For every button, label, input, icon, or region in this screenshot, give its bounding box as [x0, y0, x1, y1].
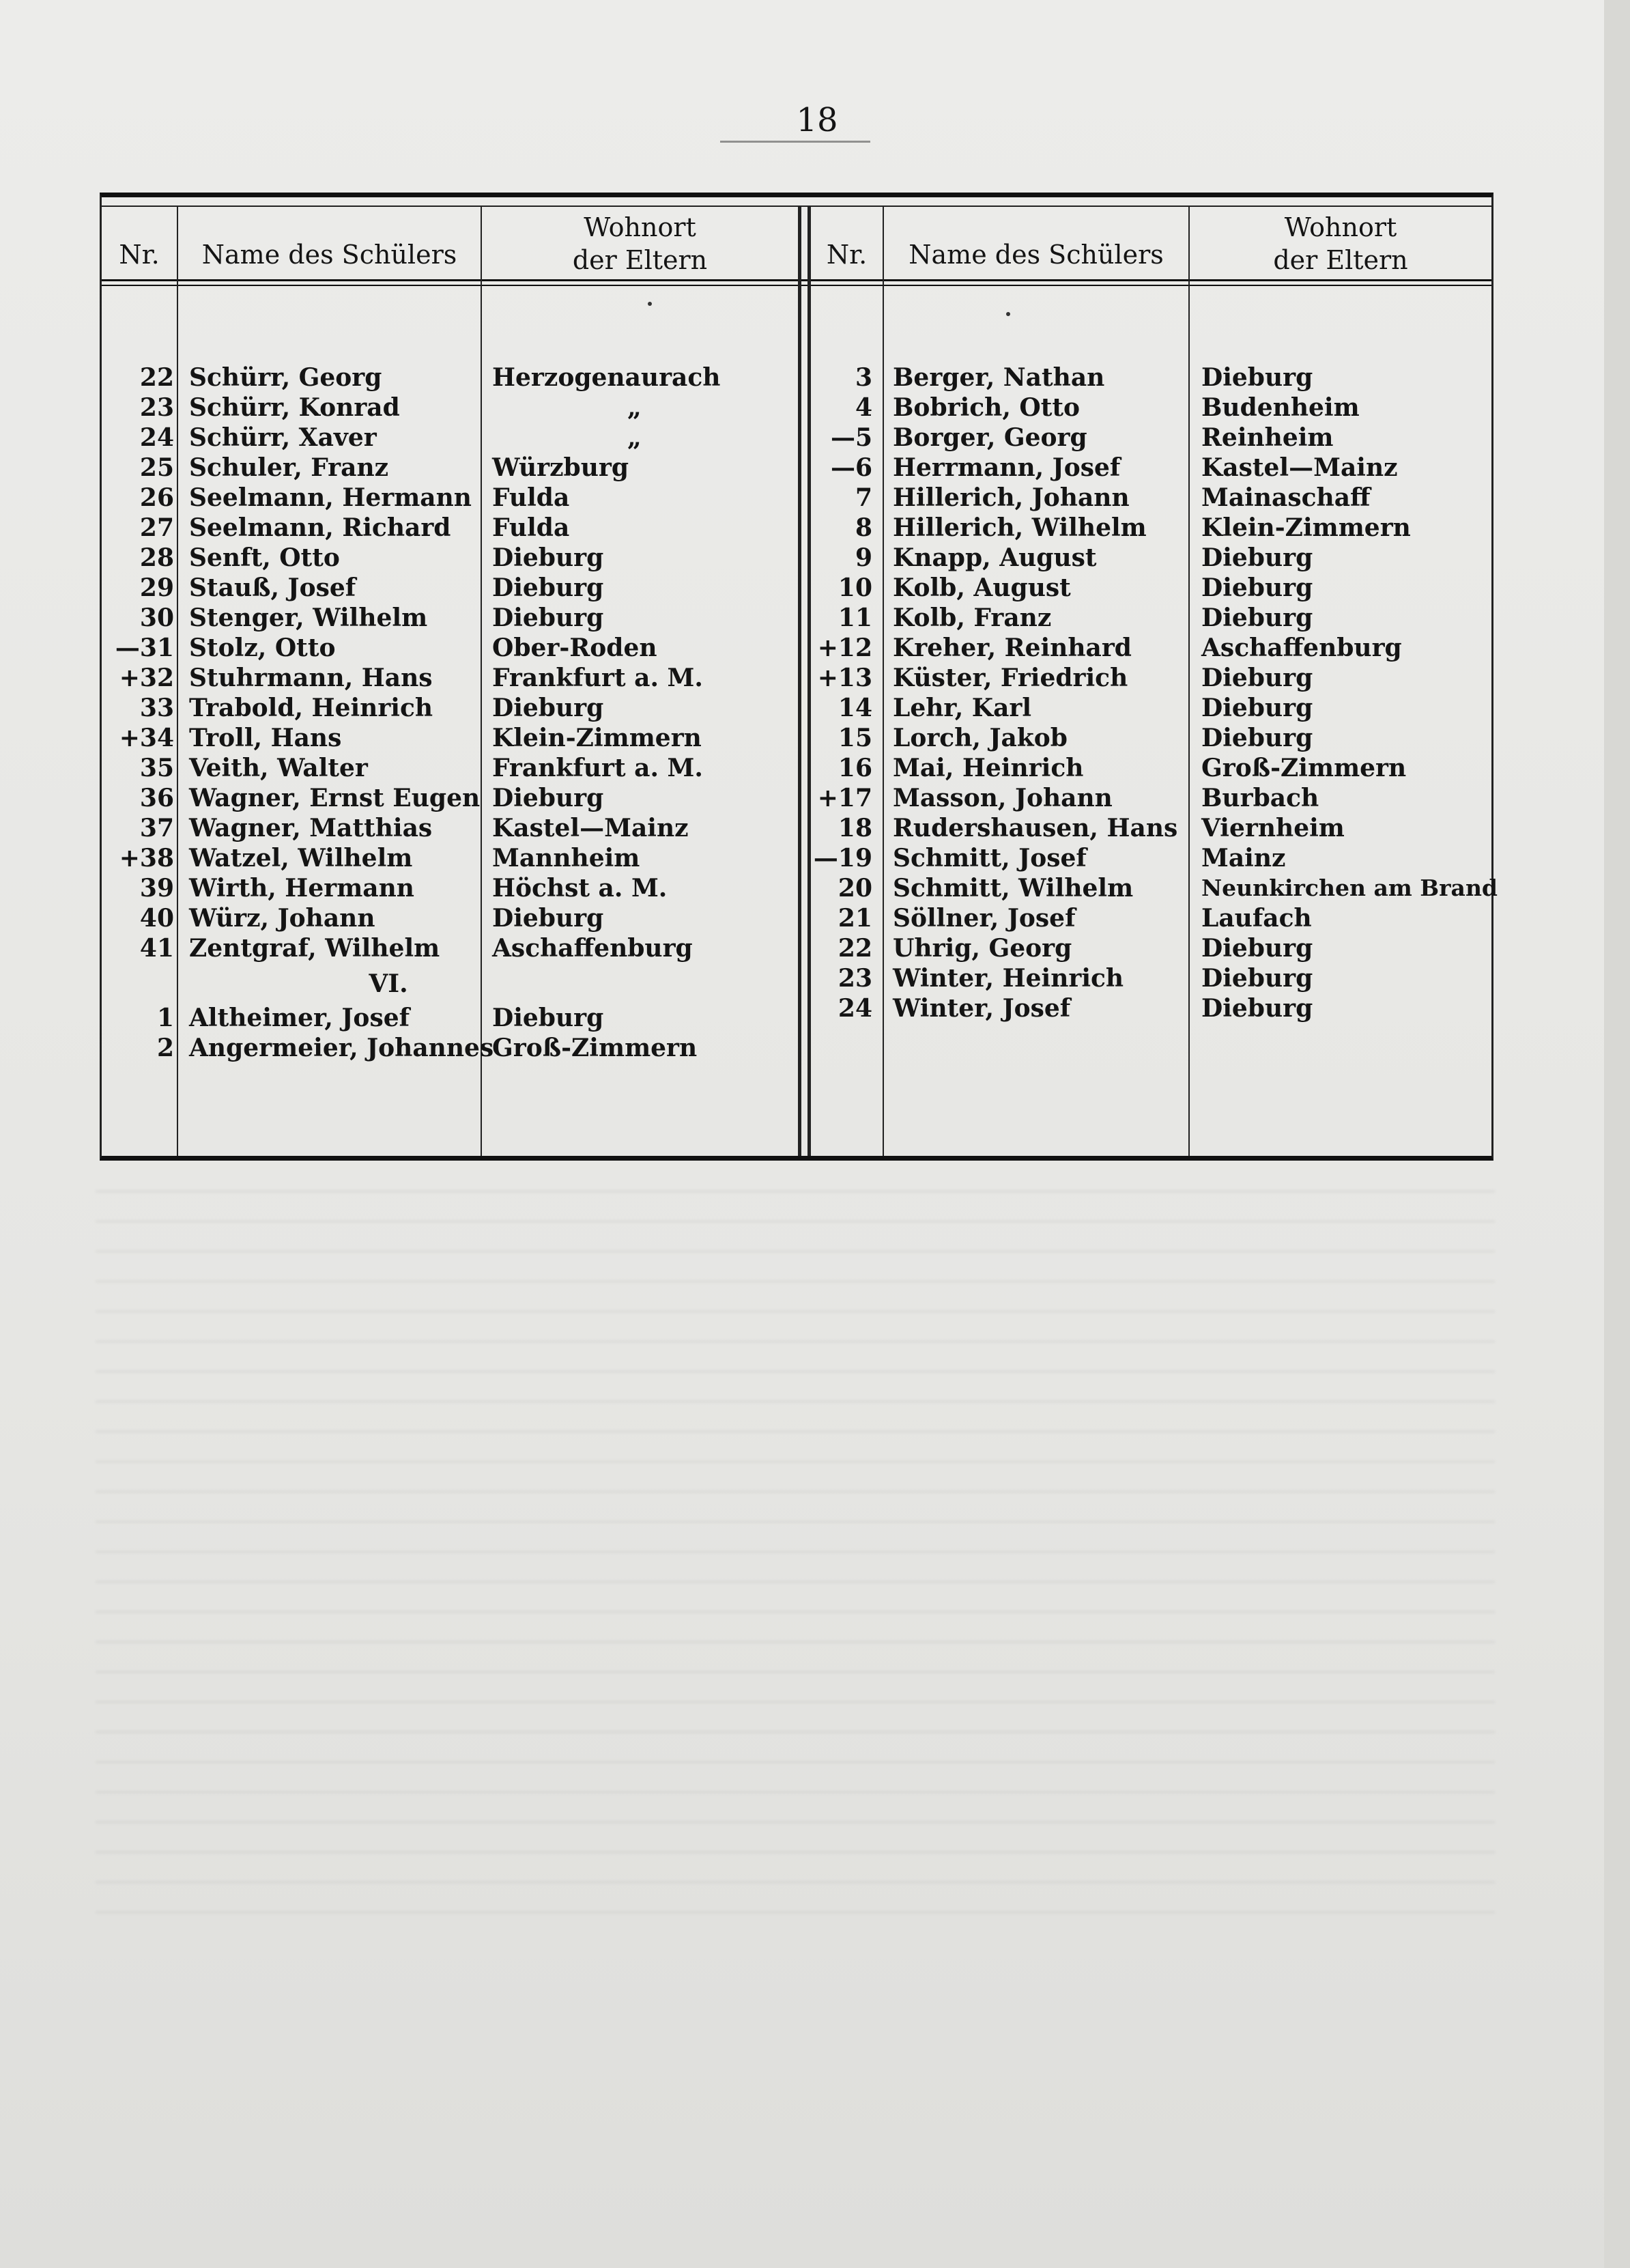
section-label-vi: VI.	[369, 969, 408, 998]
row-residence: Groß-Zimmern	[492, 1034, 698, 1062]
table-row	[811, 423, 1493, 453]
row-nr: 16	[838, 754, 872, 782]
table-row	[811, 873, 1498, 903]
table-row	[811, 843, 1493, 873]
row-residence: Aschaffenburg	[492, 934, 693, 963]
row-name: Schmitt, Josef	[893, 844, 1087, 873]
row-nr: 26	[139, 483, 174, 512]
row-nr: +13	[817, 664, 872, 692]
table-row	[102, 603, 798, 633]
row-residence: Dieburg	[492, 694, 604, 722]
row-residence: Fulda	[492, 483, 570, 512]
row-nr: 22	[838, 934, 872, 963]
row-nr: 11	[838, 604, 872, 632]
row-name: Troll, Hans	[189, 724, 342, 752]
row-nr: 2	[156, 1034, 174, 1062]
header-nr-left: Nr.	[119, 240, 160, 270]
header-separator-double	[102, 285, 1491, 286]
table-row	[811, 933, 1493, 963]
table-row	[811, 963, 1493, 993]
row-residence: Dieburg	[1201, 604, 1313, 632]
row-nr: 41	[139, 934, 174, 963]
row-name: Schürr, Georg	[189, 363, 382, 392]
table-row	[811, 633, 1493, 663]
row-residence: Frankfurt a. M.	[492, 754, 703, 782]
row-name: Mai, Heinrich	[893, 754, 1084, 782]
table-row	[811, 903, 1493, 933]
row-residence: Dieburg	[492, 543, 604, 572]
table-row	[102, 933, 798, 963]
header-residence-right: Wohnort der Eltern	[1273, 212, 1408, 275]
row-residence: Mainz	[1201, 844, 1286, 873]
row-name: Schuler, Franz	[189, 453, 389, 482]
page-number: 18	[796, 101, 838, 139]
row-name: Wagner, Matthias	[189, 814, 433, 842]
row-nr: 10	[838, 573, 872, 602]
table-row	[811, 513, 1493, 543]
row-name: Schürr, Xaver	[189, 423, 377, 452]
row-nr: 23	[139, 393, 174, 422]
header-name-right: Name des Schülers	[909, 240, 1164, 270]
row-name: Schürr, Konrad	[189, 393, 400, 422]
row-nr: +12	[817, 634, 872, 662]
row-nr: 35	[139, 754, 174, 782]
row-name: Rudershausen, Hans	[893, 814, 1178, 842]
table-row	[811, 723, 1493, 753]
table-row	[102, 573, 798, 603]
row-name: Hillerich, Wilhelm	[893, 513, 1147, 542]
row-residence: Fulda	[492, 513, 570, 542]
row-residence: Dieburg	[1201, 964, 1313, 993]
row-nr: 3	[855, 363, 872, 392]
table-row	[811, 993, 1493, 1023]
row-nr: 1	[156, 1004, 174, 1032]
table-row	[811, 363, 1493, 393]
table-row	[811, 543, 1493, 573]
row-nr: —19	[813, 844, 872, 873]
row-name: Kreher, Reinhard	[893, 634, 1132, 662]
row-nr: 15	[838, 724, 872, 752]
row-residence: Dieburg	[1201, 573, 1313, 602]
row-nr: 9	[855, 543, 872, 572]
table-row	[102, 1033, 798, 1063]
print-speck	[1006, 312, 1010, 316]
row-name: Kolb, August	[893, 573, 1071, 602]
row-residence: Mainaschaff	[1201, 483, 1371, 512]
table-row	[102, 543, 798, 573]
table-row	[102, 363, 798, 393]
row-name: Berger, Nathan	[893, 363, 1105, 392]
row-residence: Dieburg	[1201, 994, 1313, 1023]
row-residence: Dieburg	[1201, 934, 1313, 963]
row-nr: 28	[139, 543, 174, 572]
row-residence: Laufach	[1201, 904, 1312, 933]
row-nr: 24	[139, 423, 174, 452]
page-number-rule	[720, 141, 870, 143]
row-name: Winter, Josef	[893, 994, 1071, 1023]
row-name: Würz, Johann	[189, 904, 375, 933]
row-name: Masson, Johann	[893, 784, 1113, 812]
table-row	[811, 693, 1493, 723]
row-nr: +38	[119, 844, 174, 873]
table-row	[811, 663, 1493, 693]
row-residence: Klein-Zimmern	[492, 724, 702, 752]
row-name: Schmitt, Wilhelm	[893, 874, 1134, 903]
table-row	[811, 393, 1493, 423]
row-nr: 4	[855, 393, 872, 422]
table-row	[811, 483, 1493, 513]
table-row	[102, 513, 798, 543]
student-table	[100, 193, 1498, 1161]
row-name: Stolz, Otto	[189, 634, 336, 662]
row-residence: Ober-Roden	[492, 634, 657, 662]
row-name: Stauß, Josef	[189, 573, 356, 602]
header-residence-left: Wohnort der Eltern	[572, 212, 708, 275]
row-residence: Dieburg	[492, 1004, 604, 1032]
row-name: Bobrich, Otto	[893, 393, 1081, 422]
row-nr: 23	[838, 964, 872, 993]
row-name: Stenger, Wilhelm	[189, 604, 428, 632]
row-nr: 37	[139, 814, 174, 842]
row-residence: Dieburg	[1201, 664, 1313, 692]
row-nr: 29	[139, 573, 174, 602]
row-nr: 33	[139, 694, 174, 722]
table-top-rule	[102, 205, 1491, 207]
row-name: Kolb, Franz	[893, 604, 1052, 632]
header-separator	[102, 279, 1491, 281]
table-row	[102, 843, 798, 873]
row-name: Veith, Walter	[189, 754, 368, 782]
row-residence: Burbach	[1201, 784, 1319, 812]
row-nr: —5	[830, 423, 872, 452]
row-nr: 22	[139, 363, 174, 392]
table-row	[102, 1003, 798, 1033]
row-name: Lehr, Karl	[893, 694, 1032, 722]
row-name: Trabold, Heinrich	[189, 694, 433, 722]
table-row	[811, 753, 1493, 783]
table-row	[102, 783, 798, 813]
table-row	[102, 813, 798, 843]
row-nr: 27	[139, 513, 174, 542]
table-row	[102, 633, 798, 663]
row-name: Seelmann, Hermann	[189, 483, 472, 512]
row-nr: 40	[139, 904, 174, 933]
row-residence: Dieburg	[1201, 694, 1313, 722]
row-name: Herrmann, Josef	[893, 453, 1121, 482]
row-residence: Dieburg	[1201, 363, 1313, 392]
row-residence: Mannheim	[492, 844, 640, 873]
row-residence: Kastel—Mainz	[1201, 453, 1398, 482]
row-nr: 14	[838, 694, 872, 722]
row-nr: 7	[855, 483, 872, 512]
header-name-left: Name des Schülers	[201, 240, 457, 270]
table-row	[102, 453, 798, 483]
row-name: Wagner, Ernst Eugen	[189, 784, 481, 812]
table-row	[102, 693, 798, 723]
row-name: Senft, Otto	[189, 543, 340, 572]
bleed-through-texture	[96, 1174, 1495, 1939]
row-residence: Würzburg	[492, 453, 629, 482]
row-nr: —6	[830, 453, 872, 482]
header-nr-right: Nr.	[826, 240, 868, 270]
row-nr: —31	[115, 634, 174, 662]
row-nr: +17	[817, 784, 872, 812]
row-residence: Dieburg	[1201, 543, 1313, 572]
row-residence: Aschaffenburg	[1201, 634, 1402, 662]
row-name: Knapp, August	[893, 543, 1097, 572]
row-name: Lorch, Jakob	[893, 724, 1068, 752]
table-row	[102, 423, 798, 453]
row-nr: +32	[119, 664, 174, 692]
row-residence: Höchst a. M.	[492, 874, 668, 903]
row-nr: 20	[838, 874, 872, 903]
row-nr: 36	[139, 784, 174, 812]
row-residence: Viernheim	[1201, 814, 1345, 842]
row-name: Küster, Friedrich	[893, 664, 1128, 692]
row-name: Hillerich, Johann	[893, 483, 1130, 512]
row-residence: „	[627, 423, 642, 452]
table-row	[102, 873, 798, 903]
row-residence: Dieburg	[492, 784, 604, 812]
row-name: Watzel, Wilhelm	[189, 844, 413, 873]
row-nr: 30	[139, 604, 174, 632]
row-name: Wirth, Hermann	[189, 874, 414, 903]
row-name: Angermeier, Johannes	[189, 1034, 494, 1062]
row-residence: Kastel—Mainz	[492, 814, 689, 842]
row-residence: Dieburg	[492, 573, 604, 602]
print-speck	[648, 302, 652, 306]
table-row	[102, 723, 798, 753]
row-residence: „	[627, 393, 642, 422]
row-residence: Dieburg	[1201, 724, 1313, 752]
table-row	[811, 603, 1493, 633]
row-nr: 39	[139, 874, 174, 903]
row-name: Uhrig, Georg	[893, 934, 1072, 963]
table-row	[811, 453, 1493, 483]
row-nr: 18	[838, 814, 872, 842]
row-nr: 21	[838, 904, 872, 933]
table-row	[102, 753, 798, 783]
row-name: Söllner, Josef	[893, 904, 1076, 933]
row-nr: 8	[855, 513, 872, 542]
row-residence: Herzogenaurach	[492, 363, 721, 392]
row-nr: 25	[139, 453, 174, 482]
table-row	[811, 813, 1493, 843]
row-name: Zentgraf, Wilhelm	[189, 934, 440, 963]
row-residence: Budenheim	[1201, 393, 1360, 422]
row-residence: Neunkirchen am Brand	[1201, 875, 1498, 901]
row-nr: +34	[119, 724, 174, 752]
row-name: Stuhrmann, Hans	[189, 664, 433, 692]
table-row	[102, 663, 798, 693]
row-name: Winter, Heinrich	[893, 964, 1124, 993]
row-residence: Groß-Zimmern	[1201, 754, 1407, 782]
row-residence: Dieburg	[492, 604, 604, 632]
row-residence: Reinheim	[1201, 423, 1334, 452]
table-row	[102, 393, 798, 423]
row-residence: Dieburg	[492, 904, 604, 933]
table-row	[811, 573, 1493, 603]
table-row	[811, 783, 1493, 813]
table-row	[102, 483, 798, 513]
page-edge	[1604, 0, 1630, 2268]
row-name: Borger, Georg	[893, 423, 1087, 452]
row-name: Altheimer, Josef	[189, 1004, 410, 1032]
row-nr: 24	[838, 994, 872, 1023]
row-residence: Klein-Zimmern	[1201, 513, 1411, 542]
row-residence: Frankfurt a. M.	[492, 664, 703, 692]
row-name: Seelmann, Richard	[189, 513, 451, 542]
table-row	[102, 903, 798, 933]
